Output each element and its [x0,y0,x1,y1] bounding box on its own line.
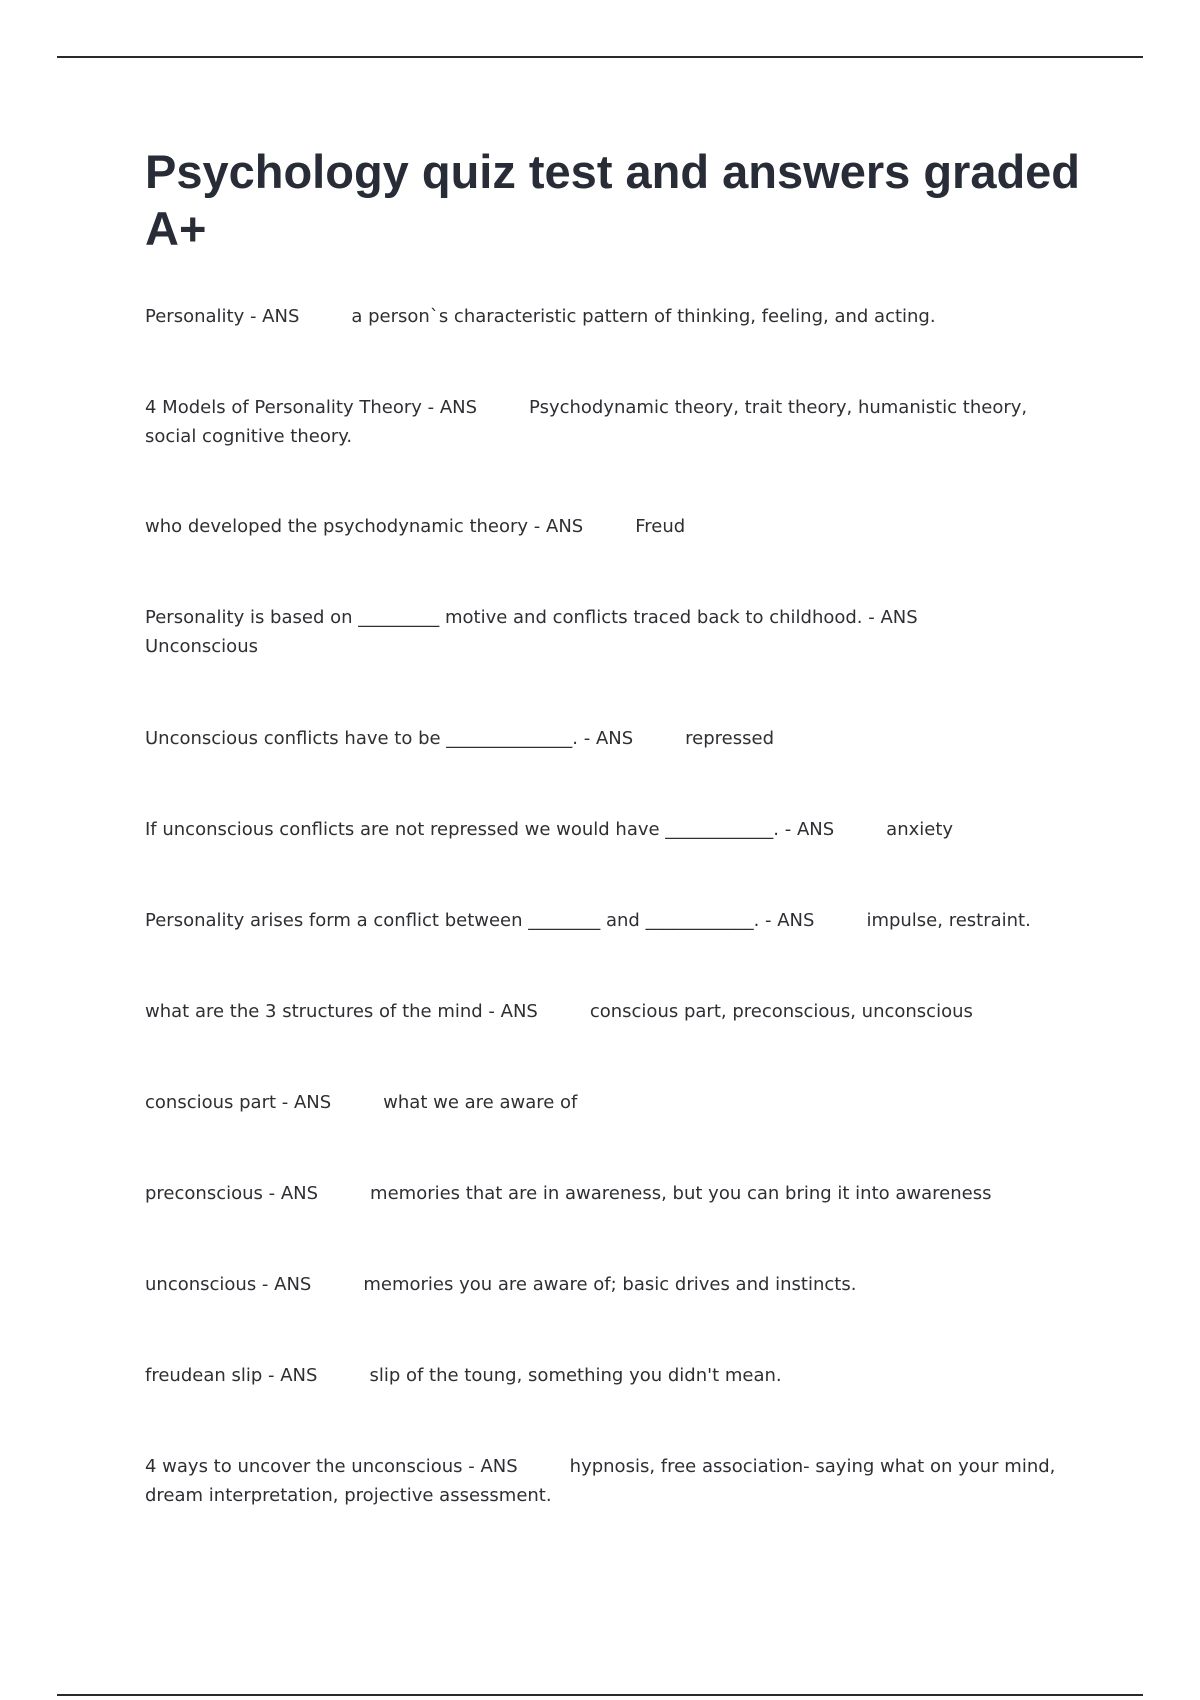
qa-item-models [145,393,1065,451]
qa-item-developer [145,512,1065,541]
answer-text: impulse, restraint. [866,910,1031,931]
qa-item-repressed [145,724,1065,753]
answer-text: hypnosis, free association- saying what on your mind, dream interpretation, projective assessment. [145,1456,1056,1506]
answer-text: what we are aware of [383,1092,578,1113]
qa-item-unconscious [145,1270,1065,1299]
answer-text: memories that are in awareness, but you can bring it into awareness [370,1183,992,1204]
question-text: preconscious - ANS [145,1183,319,1204]
question-text: what are the 3 structures of the mind - ANS [145,1001,538,1022]
question-text: who developed the psychodynamic theory - ANS [145,516,584,537]
question-text: If unconscious conflicts are not repressed we would have ____________. - ANS [145,819,835,840]
question-text: Personality arises form a conflict between ________ and ____________. - ANS [145,910,815,931]
question-text: Personality is based on _________ motive and conflicts traced back to childhood. - ANS [145,607,918,628]
question-text: 4 Models of Personality Theory - ANS [145,397,478,418]
answer-text: Unconscious [145,636,258,657]
question-text: 4 ways to uncover the unconscious - ANS [145,1456,518,1477]
qa-item-structures [145,997,1065,1026]
qa-item-anxiety [145,815,1065,844]
qa-item-based-on [145,603,1065,661]
answer-text: conscious part, preconscious, unconscious [589,1001,973,1022]
answer-text: slip of the toung, something you didn't mean. [369,1365,782,1386]
question-text: freudean slip - ANS [145,1365,318,1386]
top-rule [57,56,1143,58]
qa-item-conflict [145,906,1065,935]
answer-text: anxiety [886,819,954,840]
question-text: unconscious - ANS [145,1274,312,1295]
qa-item-personality [145,302,1065,331]
question-text: Unconscious conflicts have to be ______________. - ANS [145,728,634,749]
qa-item-uncover [145,1452,1065,1510]
qa-item-preconscious [145,1179,1065,1208]
qa-item-conscious [145,1088,1065,1117]
answer-text: memories you are aware of; basic drives and instincts. [363,1274,857,1295]
bottom-rule [57,1694,1143,1696]
answer-text: Psychodynamic theory, trait theory, humanistic theory, social cognitive theory. [145,397,1028,447]
answer-text: a person`s characteristic pattern of thinking, feeling, and acting. [351,306,936,327]
qa-item-freudian-slip [145,1361,1065,1390]
answer-text: Freud [635,516,686,537]
document-title: Psychology quiz test and answers graded A+ [145,145,1081,255]
answer-text: repressed [685,728,775,749]
question-text: conscious part - ANS [145,1092,332,1113]
question-text: Personality - ANS [145,306,300,327]
